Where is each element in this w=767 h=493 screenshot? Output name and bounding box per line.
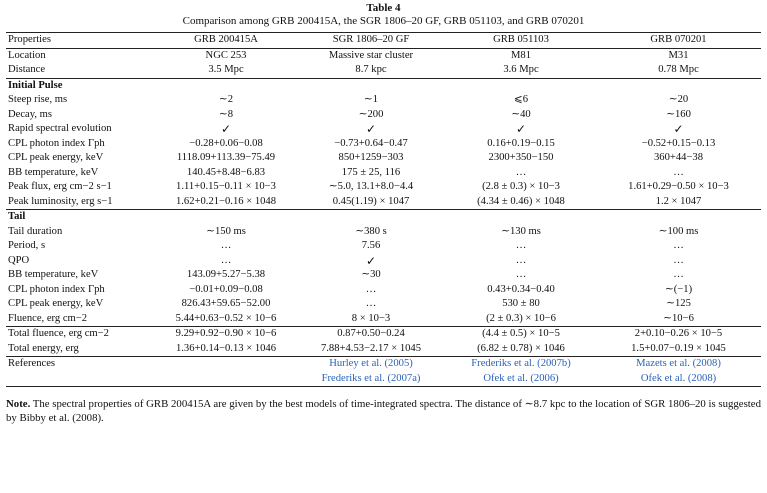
row-label: CPL peak energy, keV — [8, 298, 104, 309]
table-cell: 0.87+0.50−0.24 — [337, 328, 405, 339]
table-row — [6, 137, 761, 152]
table-cell: ∼130 ms — [501, 225, 541, 237]
table-row — [6, 312, 761, 327]
table-number: Table 4 — [366, 2, 401, 14]
checkmark-icon: ✓ — [365, 253, 377, 268]
table-row — [6, 283, 761, 298]
table-cell: ∼40 — [511, 108, 531, 120]
table-cell: … — [515, 240, 527, 251]
note-label: Note. — [6, 398, 31, 410]
table-cell: (4.34 ± 0.46) × 1048 — [446, 195, 596, 210]
table-cell: ∼100 ms — [658, 225, 699, 237]
table-cell: ∼(−1) — [664, 283, 693, 295]
note-text: The spectral properties of GRB 200415A are given by the best models of time-integrated spectra. The distance of ∼8.7 kpc to the location of SGR 1806–20 is suggested by Bibby et al. (2008). — [6, 398, 761, 424]
table-cell: (6.82 ± 0.78) × 1046 — [446, 342, 596, 357]
table-row — [6, 225, 761, 240]
table-cell: 175 ± 25, 116 — [341, 166, 401, 178]
section-heading: Initial Pulse — [8, 79, 63, 91]
reference-link[interactable]: Ofek et al. (2008) — [596, 372, 761, 387]
row-label: Distance — [6, 63, 156, 78]
references-row — [6, 357, 761, 372]
table-row — [6, 151, 761, 166]
table-cell: … — [673, 240, 684, 251]
table-row — [6, 180, 761, 195]
table-cell: (2 ± 0.3) × 10−6 — [446, 312, 596, 327]
table-cell: ∼125 — [666, 298, 691, 309]
table-cell: ∼30 — [361, 269, 381, 280]
table-cell: M31 — [668, 49, 689, 61]
table-row — [6, 48, 761, 63]
table-row — [6, 342, 761, 357]
table-cell: 2300+350−150 — [488, 152, 554, 163]
table-cell: 360+44−38 — [653, 152, 704, 163]
reference-link[interactable]: Frederiks et al. (2007b) — [471, 358, 571, 369]
table-row — [6, 122, 761, 137]
table-cell: (4.4 ± 0.5) × 10−5 — [482, 328, 560, 339]
table-cell: −0.73+0.64−0.47 — [334, 137, 408, 149]
header-row — [6, 33, 761, 49]
table-container — [6, 2, 761, 425]
table-cell: ∼2 — [218, 94, 234, 105]
column-header: SGR 1806–20 GF — [296, 33, 446, 49]
table-cell: 530 ± 80 — [502, 298, 540, 309]
table-cell: ∼20 — [668, 94, 689, 105]
references-row — [6, 372, 761, 387]
table-cell: ∼380 s — [355, 225, 387, 237]
table-cell: 1.62+0.21−0.16 × 1048 — [156, 195, 296, 210]
table-cell: 1118.09+113.39−75.49 — [176, 152, 276, 163]
table-row — [6, 93, 761, 108]
row-label: Peak luminosity, erg s−1 — [6, 195, 156, 210]
table-cell: 1.36+0.14−0.13 × 1046 — [156, 342, 296, 357]
table-row — [6, 268, 761, 283]
table-cell: 7.88+4.53−2.17 × 1045 — [296, 342, 446, 357]
table-cell: ∼1 — [363, 94, 379, 105]
checkmark-icon: ✓ — [365, 122, 377, 136]
reference-link — [156, 372, 296, 387]
table-cell: 5.44+0.63−0.52 × 10−6 — [156, 312, 296, 327]
table-row — [6, 327, 761, 342]
row-label: Steep rise, ms — [8, 94, 68, 105]
reference-link[interactable]: Mazets et al. (2008) — [636, 358, 721, 369]
table-cell: −0.52+0.15−0.13 — [641, 137, 716, 149]
table-cell: … — [220, 254, 232, 266]
table-cell: 3.6 Mpc — [446, 63, 596, 78]
table-cell: 7.56 — [361, 240, 381, 251]
column-header: GRB 200415A — [156, 33, 296, 49]
reference-link[interactable]: Ofek et al. (2006) — [446, 372, 596, 387]
row-label: Period, s — [8, 240, 46, 251]
table-cell: … — [673, 269, 684, 280]
table-row — [6, 195, 761, 210]
table-cell: 9.29+0.92−0.90 × 10−6 — [175, 328, 277, 339]
table-cell: 3.5 Mpc — [156, 63, 296, 78]
row-label: Total fluence, erg cm−2 — [8, 328, 109, 339]
table-cell: 826.43+59.65−52.00 — [181, 298, 271, 309]
table-cell: … — [515, 166, 527, 178]
table-cell: 1.2 × 1047 — [596, 195, 761, 210]
table-cell: 143.09+5.27−5.38 — [186, 269, 266, 280]
row-label: Fluence, erg cm−2 — [6, 312, 156, 327]
table-cell: 0.45(1.19) × 1047 — [296, 195, 446, 210]
section-heading-row — [6, 78, 761, 93]
column-header: GRB 051103 — [446, 33, 596, 49]
table-cell: 0.16+0.19−0.15 — [487, 137, 555, 149]
table-cell: 8.7 kpc — [296, 63, 446, 78]
table-cell: Massive star cluster — [328, 49, 414, 61]
table-cell: … — [365, 298, 377, 309]
table-cell: ∼150 ms — [206, 225, 246, 237]
table-cell: 2+0.10−0.26 × 10−5 — [634, 328, 723, 339]
table-cell: −0.28+0.06−0.08 — [189, 137, 263, 149]
table-cell: M81 — [510, 49, 531, 61]
table-cell: … — [515, 254, 527, 266]
table-cell: ⩽6 — [513, 94, 529, 105]
row-label: QPO — [8, 254, 30, 266]
table-cell: 8 × 10−3 — [296, 312, 446, 327]
checkmark-icon: ✓ — [220, 122, 232, 136]
comparison-table — [6, 32, 761, 387]
table-note — [6, 397, 761, 425]
section-heading: Tail — [8, 211, 26, 222]
table-caption: Comparison among GRB 200415A, the SGR 1806–20 GF, GRB 051103, and GRB 070201 — [182, 15, 585, 27]
table-cell: 0.43+0.34−0.40 — [487, 283, 555, 295]
row-label: Total energy, erg — [6, 342, 156, 357]
row-label: References — [8, 358, 56, 369]
table-cell: 140.45+8.48−6.83 — [186, 166, 266, 178]
table-cell: … — [673, 254, 684, 266]
checkmark-icon: ✓ — [515, 122, 527, 136]
row-label: BB temperature, keV — [8, 269, 99, 280]
section-heading-row — [6, 210, 761, 225]
row-label: Peak flux, erg cm−2 s−1 — [8, 181, 112, 192]
row-label: Decay, ms — [8, 108, 53, 120]
table-cell: ∼5.0, 13.1+8.0−4.4 — [328, 181, 414, 192]
table-row — [6, 63, 761, 78]
table-cell: NGC 253 — [205, 49, 247, 61]
row-label: CPL photon index Γph — [8, 283, 105, 295]
column-header: Properties — [6, 33, 156, 49]
reference-link[interactable]: Hurley et al. (2005) — [329, 358, 413, 369]
table-cell: ∼10−6 — [596, 312, 761, 327]
reference-link — [156, 357, 296, 372]
table-row — [6, 297, 761, 312]
table-row — [6, 254, 761, 269]
table-row — [6, 166, 761, 181]
row-label: CPL photon index Γph — [8, 137, 105, 149]
table-cell: ∼8 — [218, 108, 234, 120]
row-label: BB temperature, keV — [8, 166, 99, 178]
row-label: CPL peak energy, keV — [8, 152, 104, 163]
table-cell: … — [220, 240, 232, 251]
row-label: Tail duration — [8, 225, 63, 237]
table-cell: … — [673, 166, 684, 178]
row-label: Rapid spectral evolution — [8, 123, 112, 134]
column-header: GRB 070201 — [596, 33, 761, 49]
table-cell: ∼200 — [358, 108, 384, 120]
table-cell: 1.11+0.15−0.11 × 10−3 — [176, 181, 276, 192]
table-cell: … — [365, 283, 377, 295]
row-label: Location — [8, 49, 46, 61]
table-cell: (2.8 ± 0.3) × 10−3 — [482, 181, 560, 192]
table-cell: … — [515, 269, 527, 280]
table-cell: 1.5+0.07−0.19 × 1045 — [596, 342, 761, 357]
table-row — [6, 239, 761, 254]
table-cell: 0.78 Mpc — [596, 63, 761, 78]
row-label — [6, 372, 156, 387]
table-cell: ∼160 — [666, 108, 691, 120]
table-cell: 1.61+0.29−0.50 × 10−3 — [628, 181, 729, 192]
table-cell: 850+1259−303 — [338, 152, 404, 163]
reference-link[interactable]: Frederiks et al. (2007a) — [296, 372, 446, 387]
table-cell: −0.01+0.09−0.08 — [189, 283, 263, 295]
table-row — [6, 108, 761, 123]
checkmark-icon: ✓ — [673, 122, 684, 136]
